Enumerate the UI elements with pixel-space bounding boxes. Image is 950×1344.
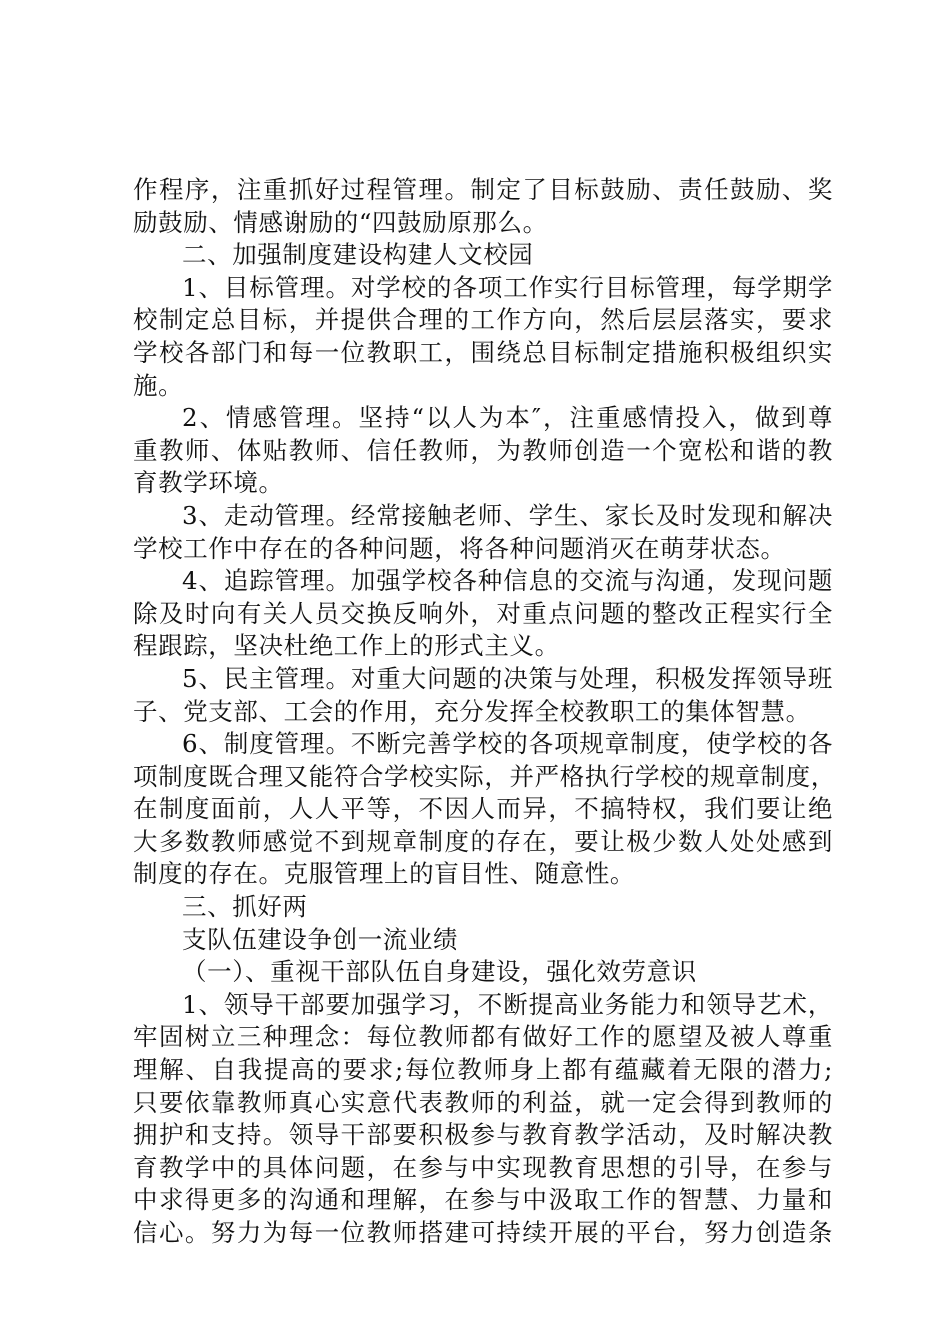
text-line: 6、制度管理。不断完善学校的各项规章制度，使学校的各 — [182, 729, 833, 759]
text-line: 三、抓好两 — [182, 892, 308, 922]
text-line: 2、情感管理。坚持“以人为本″，注重感情投入，做到尊 — [182, 403, 833, 433]
text-line: 制度的存在。克服管理上的盲目性、随意性。 — [133, 859, 635, 889]
text-line: 信心。努力为每一位教师搭建可持续开展的平台，努力创造条 — [133, 1218, 833, 1247]
text-line: 1、目标管理。对学校的各项工作实行目标管理，每学期学 — [182, 272, 833, 302]
text-line: 重教师、体贴教师、信任教师，为教师创造一个宽松和谐的教 — [133, 435, 833, 465]
text-line: 拥护和支持。领导干部要积极参与教育教学活动，及时解决教 — [133, 1120, 833, 1150]
text-line: 项制度既合理又能符合学校实际，并严格执行学校的规章制度， — [133, 761, 836, 791]
text-line: 除及时向有关人员交换反响外，对重点问题的整改正程实行全 — [133, 598, 833, 628]
text-line: 程跟踪，坚决杜绝工作上的形式主义。 — [133, 631, 560, 661]
text-line: 牢固树立三种理念：每位教师都有做好工作的愿望及被人尊重 — [133, 1022, 833, 1052]
text-line: 育教学环境。 — [133, 468, 284, 498]
text-line: 励鼓励、情感谢励的“四鼓励原那么。 — [133, 207, 548, 237]
text-line: 学校各部门和每一位教职工，围绕总目标制定措施积极组织实 — [133, 337, 833, 367]
text-line: 中求得更多的沟通和理解，在参与中汲取工作的智慧、力量和 — [133, 1185, 833, 1215]
text-line: 校制定总目标，并提供合理的工作方向，然后层层落实，要求 — [133, 305, 833, 335]
text-line: 子、党支部、工会的作用，充分发挥全校教职工的集体智慧。 — [133, 696, 811, 726]
text-line: 4、追踪管理。加强学校各种信息的交流与沟通，发现问题 — [182, 566, 833, 596]
text-line: 理解、自我提高的要求;每位教师身上都有蕴藏着无限的潜力; — [133, 1055, 833, 1085]
text-line: 在制度面前，人人平等，不因人而异，不搞特权，我们要让绝 — [133, 794, 833, 824]
text-line: 育教学中的具体问题，在参与中实现教育思想的引导，在参与 — [133, 1152, 833, 1182]
text-line: 只要依靠教师真心实意代表教师的利益，就一定会得到教师的 — [133, 1087, 833, 1117]
text-line: 二、加强制度建设构建人文校园 — [182, 240, 534, 270]
text-line: 大多数教师感觉不到规章制度的存在，要让极少数人处处感到 — [133, 826, 833, 856]
text-line: 施。 — [133, 370, 184, 400]
text-line: 学校工作中存在的各种问题，将各种问题消灭在萌芽状态。 — [133, 533, 786, 563]
text-line: 1、领导干部要加强学习，不断提高业务能力和领导艺术， — [182, 989, 833, 1019]
text-line: 作程序，注重抓好过程管理。制定了目标鼓励、责任鼓励、奖 — [133, 175, 833, 204]
text-line: 3、走动管理。经常接触老师、学生、家长及时发现和解决 — [182, 500, 833, 530]
document-body — [133, 174, 836, 1250]
text-line: 5、民主管理。对重大问题的决策与处理，积极发挥领导班 — [182, 663, 833, 693]
text-line: （一）、重视干部队伍自身建设，强化效劳意识 — [182, 957, 697, 987]
text-line: 支队伍建设争创一流业绩 — [182, 924, 459, 954]
